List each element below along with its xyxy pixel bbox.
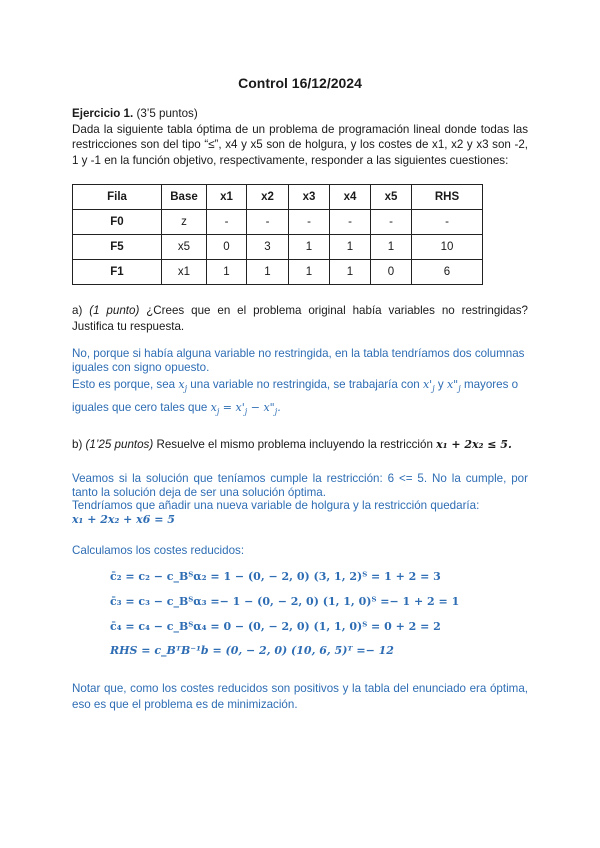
- column-header-fila: Fila: [73, 185, 162, 210]
- table-cell: F5: [73, 235, 162, 260]
- part-a-question: [72, 303, 528, 334]
- answer-a-line1: No, porque si había alguna variable no restringida, en la tabla tendríamos dos columnas iguales con signo opuesto.: [72, 347, 525, 374]
- answer-a-text: mayores o iguales que cero tales que: [72, 378, 519, 415]
- column-header-base: Base: [162, 185, 207, 210]
- column-header-x5: x5: [371, 185, 412, 210]
- answer-a-text: Esto es porque, sea: [72, 378, 176, 391]
- table-cell: 1: [371, 235, 412, 260]
- table-cell: z: [162, 210, 207, 235]
- conclusion: Notar que, como los costes reducidos son positivos y la tabla del enunciado era óptima, eso es que el problema es de minimización.: [72, 682, 528, 711]
- table-cell: x1: [162, 260, 207, 285]
- exercise-points: (3’5 puntos): [136, 107, 198, 120]
- table-cell: 1: [207, 260, 247, 285]
- column-header-x3: x3: [289, 185, 330, 210]
- exercise-statement: [72, 106, 528, 168]
- part-b-question: [72, 437, 528, 453]
- math-xppj: $x"_j$: [446, 378, 461, 394]
- table-cell: F0: [73, 210, 162, 235]
- page-title: Control 16/12/2024: [238, 75, 362, 91]
- answer-a-text: una variable no restringida, se trabajaría con: [190, 378, 420, 391]
- table-cell: 1: [247, 260, 289, 285]
- column-header-rhs: RHS: [412, 185, 483, 210]
- equation-rhs: RHS = c_BᵀB⁻¹b = (0, − 2, 0) (10, 6, 5)ᵀ =− 12: [110, 644, 394, 657]
- math-xj: $x_j$: [178, 378, 188, 394]
- exercise-heading: Ejercicio 1.: [72, 107, 134, 120]
- part-b-constraint: x₁ + 2x₂ ≤ 5.: [436, 438, 512, 451]
- table-cell: 0: [207, 235, 247, 260]
- table-cell: 10: [412, 235, 483, 260]
- equation-c3: c̄₃ = c₃ − c_Bᵀα₃ =− 1 − (0, − 2, 0) (1, 1, 0)ᵀ =− 1 + 2 = 1: [110, 595, 460, 608]
- part-b-text: Resuelve el mismo problema incluyendo la restricción: [156, 438, 433, 451]
- part-b-label: b): [72, 438, 83, 451]
- answer-b-line2: Tendríamos que añadir una nueva variable de holgura y la restricción quedaría:: [72, 499, 480, 512]
- answer-b-line1: Veamos si la solución que teníamos cumple la restricción: 6 <= 5. No la cumple, por tanto la solución deja de ser una solución óptima.: [72, 472, 528, 499]
- answer-a-text: y: [437, 378, 444, 391]
- part-a-label: a): [72, 304, 83, 317]
- table-cell: 1: [289, 235, 330, 260]
- part-a-answer: [72, 347, 528, 421]
- reduced-costs-intro: Calculamos los costes reducidos:: [72, 544, 245, 557]
- table-row: [73, 260, 483, 285]
- table-cell: -: [247, 210, 289, 235]
- exercise-text: Dada la siguiente tabla óptima de un problema de programación lineal donde todas las restricciones son del tipo “≤”, x4 y x5 son de holgura, y los costes de x1, x2 y x3 son -2, 1 y -1 en la función objetivo, respectivamente, responder a las siguientes cuestiones:: [72, 122, 528, 167]
- column-header-x4: x4: [330, 185, 371, 210]
- column-header-x1: x1: [207, 185, 247, 210]
- table-cell: 1: [330, 235, 371, 260]
- table-cell: x5: [162, 235, 207, 260]
- table-cell: -: [330, 210, 371, 235]
- table-cell: 1: [330, 260, 371, 285]
- table-cell: -: [412, 210, 483, 235]
- new-constraint: x₁ + 2x₂ + x6 = 5: [72, 512, 175, 526]
- table-cell: 1: [289, 260, 330, 285]
- table-cell: -: [371, 210, 412, 235]
- table-row: [73, 235, 483, 260]
- table-cell: -: [207, 210, 247, 235]
- table-cell: 0: [371, 260, 412, 285]
- equation-c2: c̄₂ = c₂ − c_Bᵀα₂ = 1 − (0, − 2, 0) (3, 1, 2)ᵀ = 1 + 2 = 3: [110, 570, 441, 583]
- simplex-table: [72, 184, 483, 285]
- table-row: [73, 210, 483, 235]
- part-a-points: (1 punto): [89, 304, 140, 317]
- part-b-points: (1’25 puntos): [85, 438, 154, 451]
- part-b-answer: [72, 472, 528, 526]
- math-decomposition: $x_j = x'_j$ − $x"_j$.: [210, 401, 281, 417]
- equation-c4: c̄₄ = c₄ − c_Bᵀα₄ = 0 − (0, − 2, 0) (1, 1, 0)ᵀ = 0 + 2 = 2: [110, 620, 441, 633]
- column-header-x2: x2: [247, 185, 289, 210]
- table-cell: F1: [73, 260, 162, 285]
- part-a-text: ¿Crees que en el problema original había variables no restringidas? Justifica tu respuesta.: [72, 304, 528, 333]
- table-cell: 6: [412, 260, 483, 285]
- table-cell: -: [289, 210, 330, 235]
- math-xpj: $x'_j$: [422, 378, 435, 394]
- table-cell: 3: [247, 235, 289, 260]
